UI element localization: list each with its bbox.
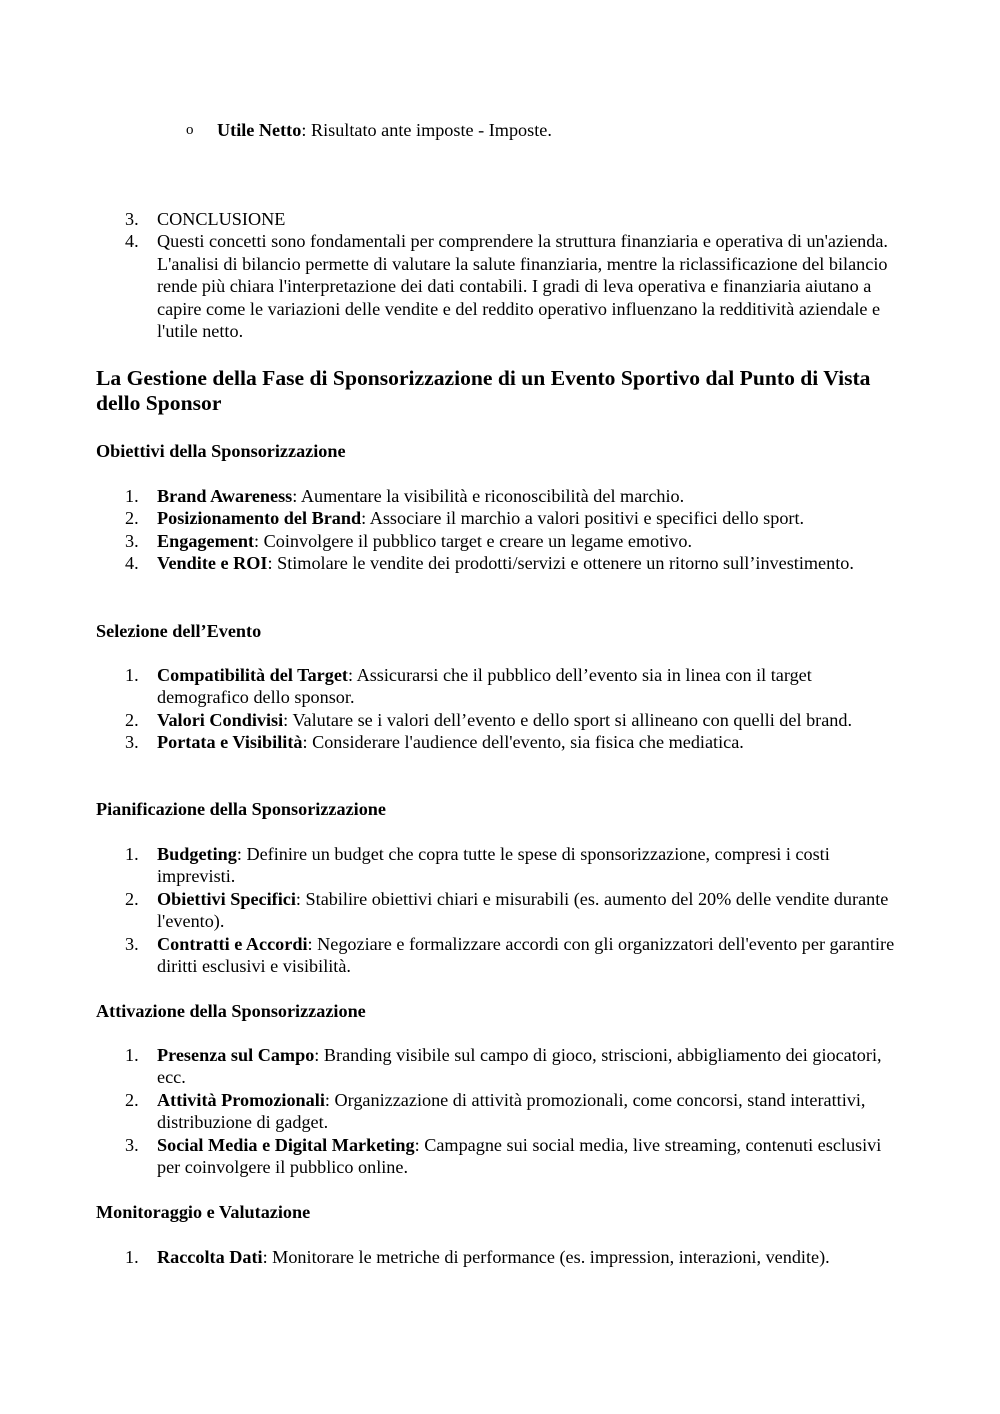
list-number: 3.: [125, 530, 139, 551]
item-text: : Coinvolgere il pubblico target e creare un legame emotivo.: [254, 530, 693, 551]
item-term: Attività Promozionali: [157, 1089, 325, 1110]
list-item: [0, 507, 1000, 529]
list-number: 2.: [125, 709, 139, 730]
item-text: : Aumentare la visibilità e riconoscibilità del marchio.: [292, 486, 685, 506]
list-item: [0, 933, 1000, 978]
list-number: 2.: [125, 508, 139, 529]
section-heading-pianificazione: Pianificazione della Sponsorizzazione: [96, 799, 386, 819]
list-item: [0, 664, 1000, 709]
item-text: : Branding visibile sul campo di gioco, striscioni, abbigliamento dei giocatori, ecc.: [157, 1045, 882, 1088]
list-number: 1.: [125, 665, 139, 685]
list-item-text: CONCLUSIONE: [157, 209, 286, 229]
list-number: 3.: [125, 209, 139, 229]
list-number: 3.: [125, 1134, 139, 1155]
list-item: [0, 1246, 1000, 1268]
numbered-list-monitoraggio: [0, 1246, 1000, 1268]
list-number: 4.: [125, 231, 139, 252]
list-item: [0, 230, 1000, 342]
list-number: 1.: [125, 1045, 139, 1065]
list-item: [0, 709, 1000, 731]
list-item: [0, 1089, 1000, 1134]
section-heading-selezione: Selezione dell’Evento: [96, 621, 262, 641]
list-number: 2.: [125, 888, 139, 909]
item-text: : Stimolare le vendite dei prodotti/servizi e ottenere un ritorno sull’investimento.: [267, 553, 854, 574]
item-term: Contratti e Accordi: [157, 933, 308, 954]
list-item: [0, 843, 1000, 888]
section-heading-obiettivi: Obiettivi della Sponsorizzazione: [96, 441, 346, 461]
list-number: 1.: [125, 486, 139, 506]
list-number: 3.: [125, 732, 139, 753]
item-term: Brand Awareness: [157, 486, 293, 506]
list-item: [0, 731, 1000, 753]
numbered-list-attivazione: [0, 1044, 1000, 1178]
list-number: 2.: [125, 1089, 139, 1110]
numbered-list-selezione: [0, 664, 1000, 754]
section-heading-monitoraggio: Monitoraggio e Valutazione: [96, 1202, 311, 1222]
item-term: Presenza sul Campo: [157, 1045, 315, 1065]
list-number: 1.: [125, 844, 139, 864]
list-number: 4.: [125, 553, 139, 574]
item-text: : Stabilire obiettivi chiari e misurabili (es. aumento del 20% delle vendite durante l'evento).: [157, 888, 889, 932]
item-text: : Monitorare le metriche di performance (es. impression, interazioni, vendite).: [262, 1247, 830, 1267]
section-title: La Gestione della Fase di Sponsorizzazione di un Evento Sportivo dal Punto di Vista dello Sponsor: [96, 366, 871, 415]
item-term: Raccolta Dati: [157, 1247, 263, 1267]
item-term: Social Media e Digital Marketing: [157, 1134, 415, 1155]
list-item: [0, 552, 1000, 574]
conclusion-list: [0, 208, 1000, 342]
circle-bullet-icon: o: [186, 122, 194, 138]
item-text: : Risultato ante imposte - Imposte.: [301, 120, 552, 140]
numbered-list-pianificazione: [0, 843, 1000, 977]
item-term: Compatibilità del Target: [157, 665, 348, 685]
list-item: [0, 888, 1000, 933]
item-term: Engagement: [157, 530, 254, 551]
item-term: Posizionamento del Brand: [157, 508, 362, 529]
item-text: : Campagne sui social media, live streaming, contenuti esclusivi per coinvolgere il pubblico online.: [157, 1134, 882, 1178]
list-number: 3.: [125, 933, 139, 954]
item-term: Obiettivi Specifici: [157, 888, 296, 909]
list-number: 1.: [125, 1247, 139, 1267]
section-heading-attivazione: Attivazione della Sponsorizzazione: [96, 1001, 366, 1021]
list-item: [0, 485, 1000, 507]
numbered-list-obiettivi: [0, 485, 1000, 575]
item-text: : Considerare l'audience dell'evento, sia fisica che mediatica.: [302, 732, 744, 753]
list-item: [0, 1134, 1000, 1179]
list-item: [0, 208, 1000, 230]
item-text: : Negoziare e formalizzare accordi con gli organizzatori dell'evento per garantire diritti esclusivi e visibilità.: [157, 933, 895, 977]
list-item: [0, 1044, 1000, 1089]
item-text: : Valutare se i valori dell’evento e dello sport si allineano con quelli del brand.: [283, 709, 853, 730]
item-text: : Associare il marchio a valori positivi e specifici dello sport.: [361, 508, 805, 529]
item-term: Valori Condivisi: [157, 709, 284, 730]
item-term: Vendite e ROI: [157, 553, 268, 574]
item-text: : Definire un budget che copra tutte le spese di sponsorizzazione, compresi i costi imprevisti.: [157, 844, 830, 887]
item-text: : Assicurarsi che il pubblico dell’evento sia in linea con il target demografico dello sponsor.: [157, 665, 812, 708]
list-item: [0, 530, 1000, 552]
item-term: Portata e Visibilità: [157, 732, 303, 753]
item-text: : Organizzazione di attività promozionali, come concorsi, stand interattivi, distribuzione di gadget.: [157, 1089, 866, 1133]
item-term: Utile Netto: [217, 120, 302, 140]
item-term: Budgeting: [157, 844, 237, 864]
list-item-text: Questi concetti sono fondamentali per comprendere la struttura finanziaria e operativa di un'azienda. L'analisi di bilancio permette di valutare la salute finanziaria, mentre la riclassificazione del bilancio rende più chiara l'interpretazione dei dati contabili. I gradi di leva operativa e finanziaria aiutano a capire come le variazioni delle vendite e del reddito operativo influenzano la redditività aziendale e l'utile netto.: [157, 231, 888, 342]
